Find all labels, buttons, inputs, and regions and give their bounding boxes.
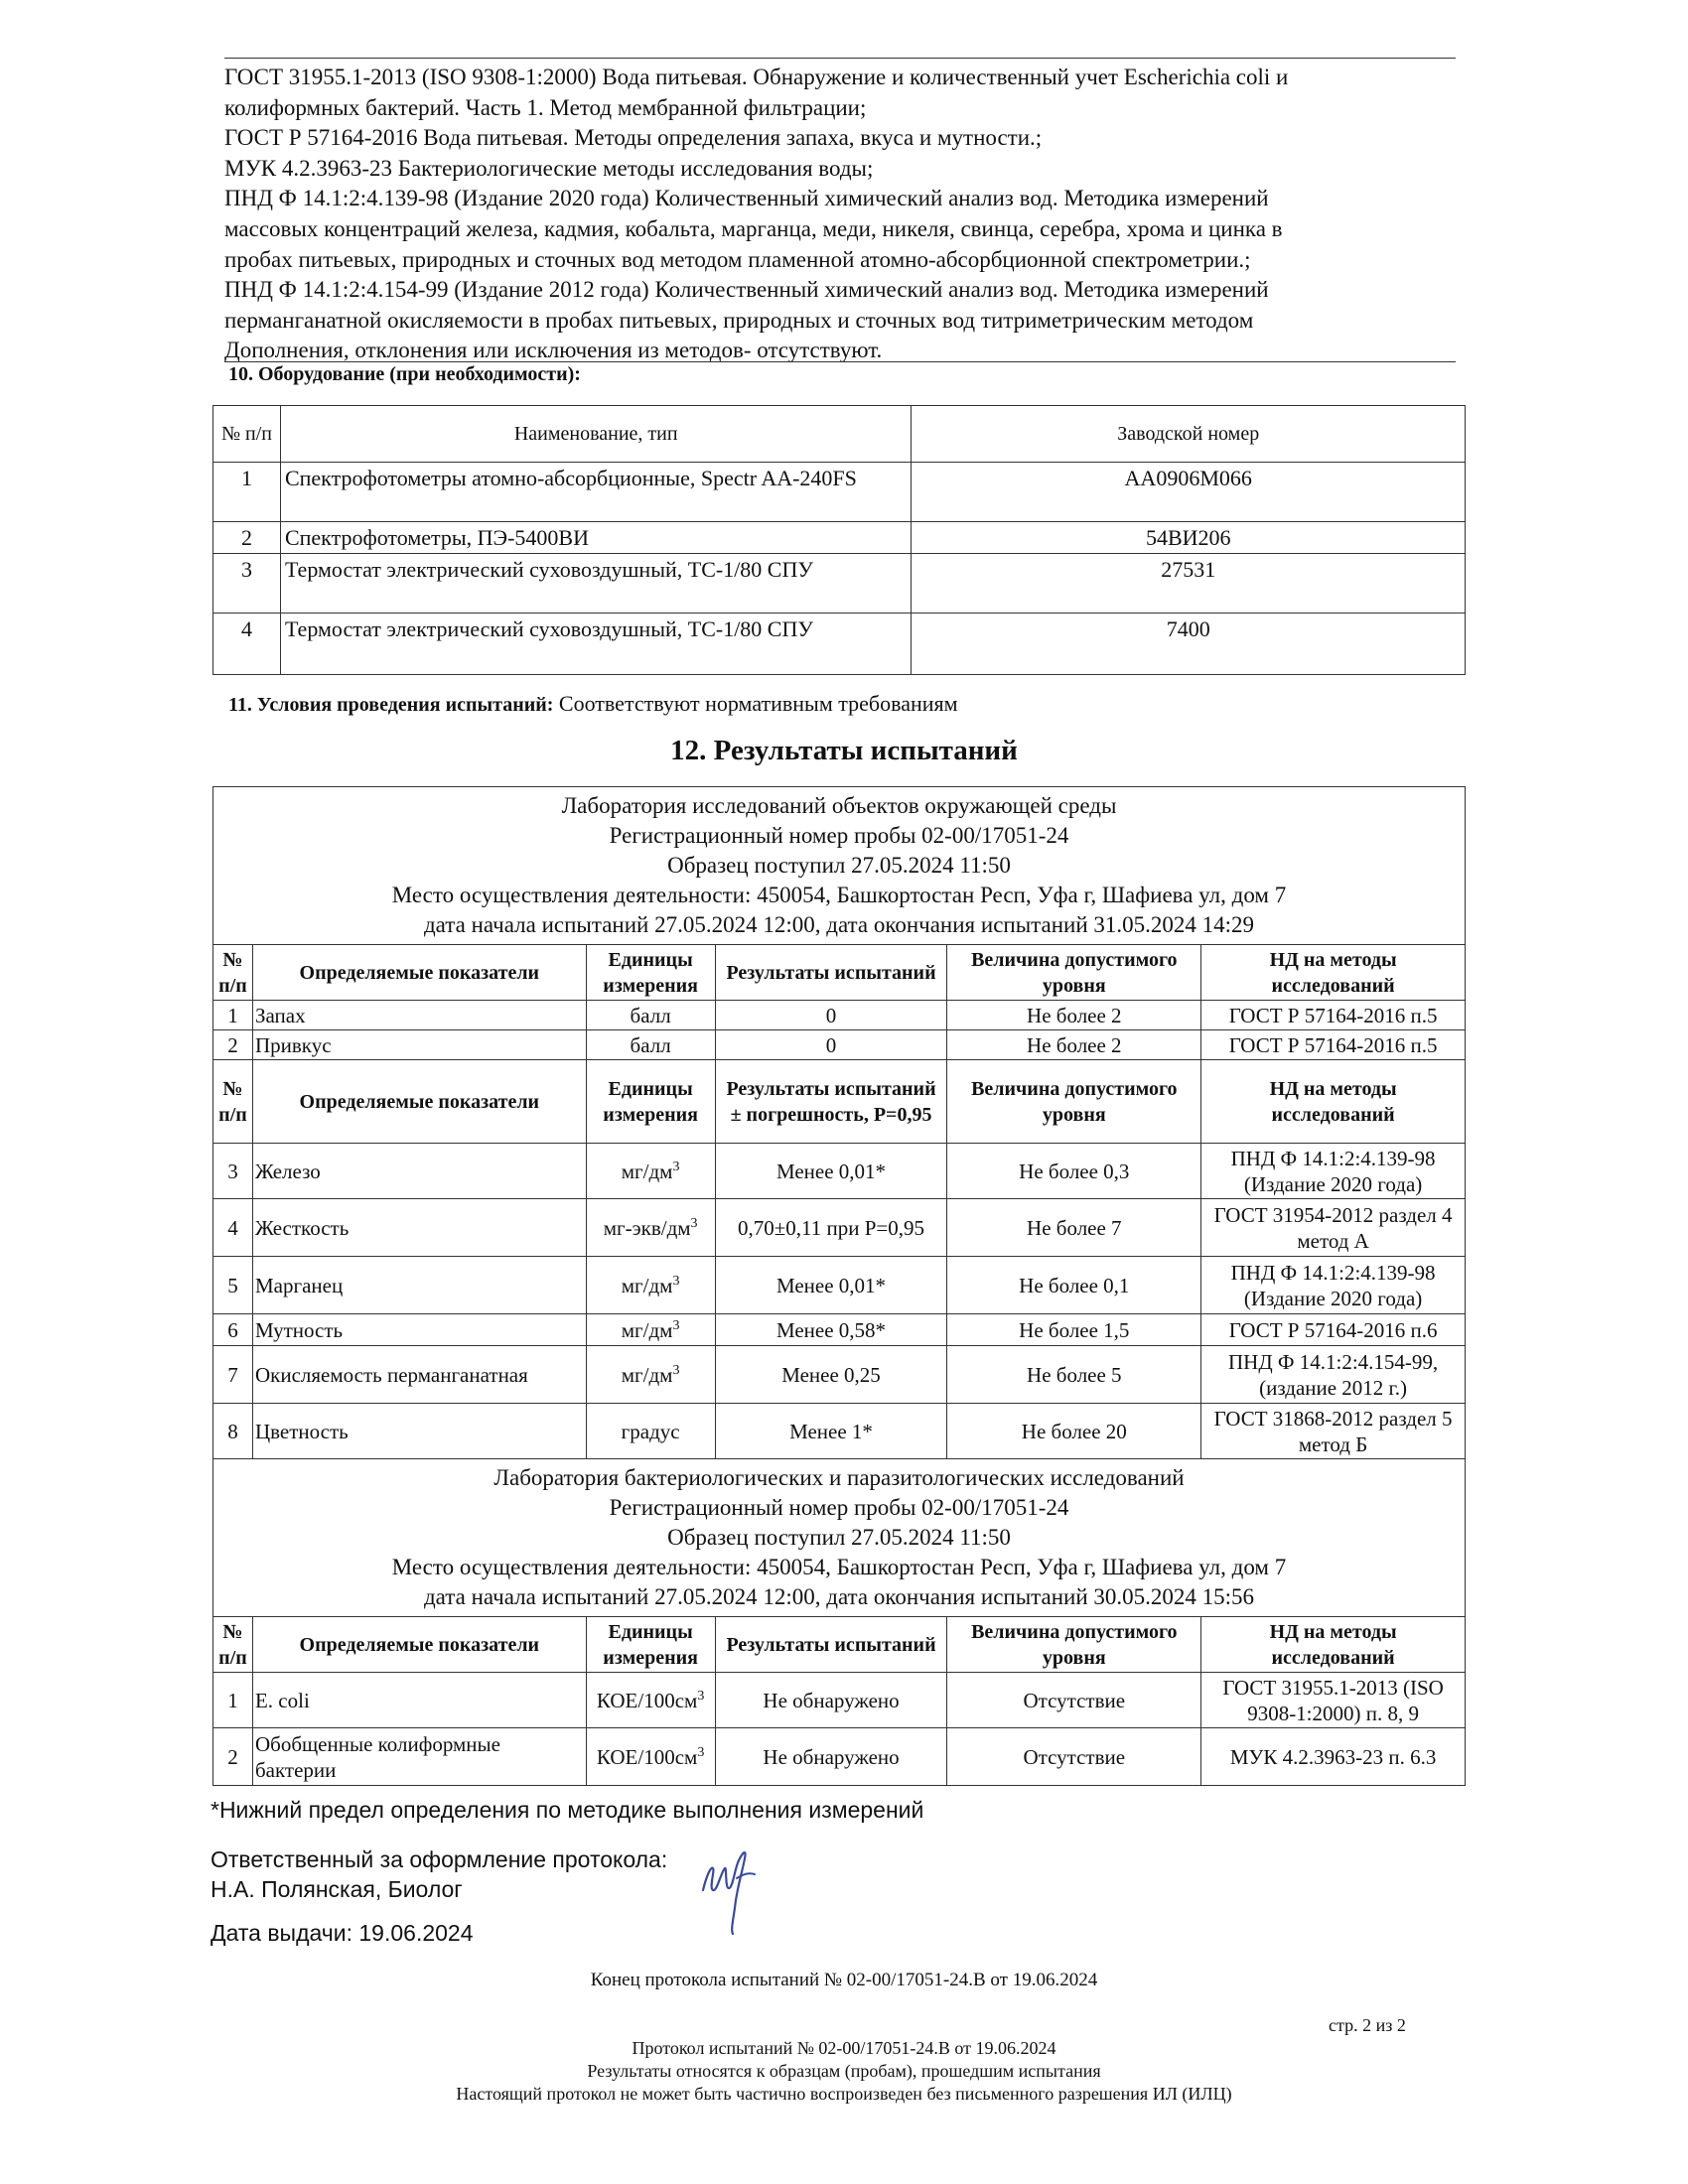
lab1-info xyxy=(213,787,1466,945)
row-param: Окисляемость перманганатная xyxy=(252,1346,586,1404)
methods-line: Дополнения, отклонения или исключения из методов- отсутствуют. xyxy=(224,338,883,363)
equipment-table xyxy=(212,405,1466,675)
row-limit: Не более 5 xyxy=(947,1346,1201,1404)
lab2-location: Место осуществления деятельности: 450054, Башкортостан Респ, Уфа г, Шафиева ул, дом 7 xyxy=(391,1555,1287,1579)
table-header-row xyxy=(213,1060,1466,1144)
equipment-serial: 27531 xyxy=(912,554,1466,614)
table-header-row xyxy=(213,406,1466,463)
equipment-serial: 7400 xyxy=(912,614,1466,675)
row-limit: Не более 2 xyxy=(947,1001,1201,1030)
row-num: 1 xyxy=(213,1673,253,1728)
row-num: 2 xyxy=(213,1728,253,1786)
units-text: КОЕ/100см xyxy=(596,1688,698,1712)
row-method: ГОСТ Р 57164-2016 п.5 xyxy=(1201,1001,1466,1030)
col-num-header: № п/п xyxy=(213,1060,253,1144)
methods-line: пробах питьевых, природных и сточных вод методом пламенной атомно-абсорбционной спектрометрии.; xyxy=(224,246,1251,272)
units-superscript: 3 xyxy=(672,1317,680,1333)
units-text: мг/дм xyxy=(621,1317,673,1342)
units-text: мг/дм xyxy=(621,1273,673,1297)
col-result-header: Результаты испытаний ± погрешность, Р=0,95 xyxy=(715,1060,947,1144)
row-num: 5 xyxy=(213,1257,253,1314)
row-units: балл xyxy=(586,1001,715,1030)
col-param-header: Определяемые показатели xyxy=(252,945,586,1001)
row-method: МУК 4.2.3963-23 п. 6.3 xyxy=(1201,1728,1466,1786)
row-result: Менее 0,01* xyxy=(715,1144,947,1199)
row-result: Не обнаружено xyxy=(715,1673,947,1728)
row-units xyxy=(586,1728,715,1786)
units-text: градус xyxy=(621,1419,680,1443)
methods-line: ПНД Ф 14.1:2:4.154-99 (Издание 2012 года) Количественный химический анализ вод. Методика измерений xyxy=(224,277,1269,303)
table-row xyxy=(213,614,1466,675)
col-method-header: НД на методы исследований xyxy=(1201,1617,1466,1673)
row-limit: Не более 2 xyxy=(947,1030,1201,1060)
col-num-header: № п/п xyxy=(213,406,281,463)
table-row xyxy=(213,1001,1466,1030)
lab1-received: Образец поступил 27.05.2024 11:50 xyxy=(667,853,1011,878)
equipment-num: 3 xyxy=(213,554,281,614)
equipment-num: 4 xyxy=(213,614,281,675)
row-param: Железо xyxy=(252,1144,586,1199)
col-method-header: НД на методы исследований xyxy=(1201,945,1466,1001)
row-result: Менее 0,25 xyxy=(715,1346,947,1404)
footnote: *Нижний предел определения по методике выполнения измерений xyxy=(211,1797,924,1823)
row-result: Менее 1* xyxy=(715,1404,947,1459)
units-superscript: 3 xyxy=(672,1159,680,1174)
section10-title: 10. Оборудование (при необходимости): xyxy=(228,363,581,385)
col-units-header: Единицы измерения xyxy=(586,1617,715,1673)
methods-line: ГОСТ Р 57164-2016 Вода питьевая. Методы определения запаха, вкуса и мутности.; xyxy=(224,125,1043,151)
row-method: ПНД Ф 14.1:2:4.139-98 (Издание 2020 года) xyxy=(1201,1144,1466,1199)
table-row xyxy=(213,1314,1466,1346)
lab1-dates: дата начала испытаний 27.05.2024 12:00, дата окончания испытаний 31.05.2024 14:29 xyxy=(423,912,1255,937)
units-superscript: 3 xyxy=(690,1215,698,1231)
equipment-name: Спектрофотометры атомно-абсорбционные, Spectr AA-240FS xyxy=(280,463,912,522)
lab2-info-row xyxy=(213,1459,1466,1617)
units-superscript: 3 xyxy=(697,1744,705,1760)
equipment-name: Термостат электрический суховоздушный, ТС-1/80 СПУ xyxy=(280,614,912,675)
col-units-header: Единицы измерения xyxy=(586,945,715,1001)
row-num: 3 xyxy=(213,1144,253,1199)
equipment-num: 2 xyxy=(213,522,281,554)
row-limit: Не более 0,1 xyxy=(947,1257,1201,1314)
row-units xyxy=(586,1404,715,1459)
units-superscript: 3 xyxy=(697,1688,705,1704)
lab2-info xyxy=(213,1459,1466,1617)
table-row xyxy=(213,522,1466,554)
row-method: ГОСТ 31868-2012 раздел 5 метод Б xyxy=(1201,1404,1466,1459)
table-row xyxy=(213,1346,1466,1404)
col-limit-header: Величина допустимого уровня xyxy=(947,1617,1201,1673)
lab2-received: Образец поступил 27.05.2024 11:50 xyxy=(667,1525,1011,1550)
col-limit-header: Величина допустимого уровня xyxy=(947,1060,1201,1144)
row-units xyxy=(586,1673,715,1728)
row-limit: Отсутствие xyxy=(947,1673,1201,1728)
col-result-header: Результаты испытаний xyxy=(715,1617,947,1673)
units-text: мг/дм xyxy=(621,1362,673,1387)
units-text: мг/дм xyxy=(621,1159,673,1183)
responsible-label: Ответственный за оформление протокола: xyxy=(211,1846,668,1872)
row-param: Привкус xyxy=(252,1030,586,1060)
row-result: 0,70±0,11 при Р=0,95 xyxy=(715,1199,947,1257)
row-method: ГОСТ 31954-2012 раздел 4 метод А xyxy=(1201,1199,1466,1257)
section11 xyxy=(228,691,958,717)
section12-title: 12. Результаты испытаний xyxy=(670,735,1018,766)
lab2-dates: дата начала испытаний 27.05.2024 12:00, дата окончания испытаний 30.05.2024 15:56 xyxy=(423,1584,1255,1609)
equipment-serial: АА0906М066 xyxy=(912,463,1466,522)
row-limit: Не более 1,5 xyxy=(947,1314,1201,1346)
section11-label: 11. Условия проведения испытаний: xyxy=(228,694,554,716)
lab1-info-row xyxy=(213,787,1466,945)
col-name-header: Наименование, тип xyxy=(280,406,912,463)
equipment-num: 1 xyxy=(213,463,281,522)
row-method: ГОСТ 31955.1-2013 (ISO 9308-1:2000) п. 8, 9 xyxy=(1201,1673,1466,1728)
row-limit: Не более 7 xyxy=(947,1199,1201,1257)
row-units xyxy=(586,1199,715,1257)
row-units: балл xyxy=(586,1030,715,1060)
table-header-row xyxy=(213,945,1466,1001)
row-method: ГОСТ Р 57164-2016 п.5 xyxy=(1201,1030,1466,1060)
signature-icon xyxy=(697,1839,767,1938)
units-text: мг-экв/дм xyxy=(603,1215,691,1240)
table-row xyxy=(213,554,1466,614)
col-num-header: № п/п xyxy=(213,945,253,1001)
row-units xyxy=(586,1314,715,1346)
row-units xyxy=(586,1257,715,1314)
table-row xyxy=(213,1144,1466,1199)
col-units-header: Единицы измерения xyxy=(586,1060,715,1144)
row-num: 6 xyxy=(213,1314,253,1346)
row-param: Обобщенные колиформные бактерии xyxy=(252,1728,586,1786)
row-result: Не обнаружено xyxy=(715,1728,947,1786)
page-footer xyxy=(0,2037,1688,2106)
col-limit-header: Величина допустимого уровня xyxy=(947,945,1201,1001)
row-limit: Не более 20 xyxy=(947,1404,1201,1459)
row-num: 4 xyxy=(213,1199,253,1257)
units-superscript: 3 xyxy=(672,1362,680,1378)
section11-value: Соответствуют нормативным требованиям xyxy=(558,691,958,716)
lab1-name: Лаборатория исследований объектов окружающей среды xyxy=(561,793,1117,818)
row-param: Запах xyxy=(252,1001,586,1030)
lab1-reg-number: Регистрационный номер пробы 02-00/17051-24 xyxy=(609,823,1069,848)
row-param: Марганец xyxy=(252,1257,586,1314)
equipment-name: Спектрофотометры, ПЭ-5400ВИ xyxy=(280,522,912,554)
col-num-header: № п/п xyxy=(213,1617,253,1673)
row-param: Мутность xyxy=(252,1314,586,1346)
col-param-header: Определяемые показатели xyxy=(252,1617,586,1673)
row-num: 1 xyxy=(213,1001,253,1030)
protocol-end-line: Конец протокола испытаний № 02-00/17051-24.В от 19.06.2024 xyxy=(590,1970,1098,1990)
lab2-reg-number: Регистрационный номер пробы 02-00/17051-24 xyxy=(609,1495,1069,1520)
equipment-serial: 54ВИ206 xyxy=(912,522,1466,554)
footer-line: Настоящий протокол не может быть частично воспроизведен без письменного разрешения ИЛ (ИЛЦ) xyxy=(456,2084,1232,2104)
methods-line: ПНД Ф 14.1:2:4.139-98 (Издание 2020 года) Количественный химический анализ вод. Методика измерений xyxy=(224,186,1269,211)
table-row xyxy=(213,463,1466,522)
table-row xyxy=(213,1404,1466,1459)
table-row xyxy=(213,1257,1466,1314)
table-header-row xyxy=(213,1617,1466,1673)
row-limit: Не более 0,3 xyxy=(947,1144,1201,1199)
methods-line: МУК 4.2.3963-23 Бактериологические методы исследования воды; xyxy=(224,155,874,181)
lab1-location: Место осуществления деятельности: 450054, Башкортостан Респ, Уфа г, Шафиева ул, дом 7 xyxy=(391,883,1287,907)
row-num: 8 xyxy=(213,1404,253,1459)
col-serial-header: Заводской номер xyxy=(912,406,1466,463)
col-result-header: Результаты испытаний xyxy=(715,945,947,1001)
row-units xyxy=(586,1144,715,1199)
issue-date: Дата выдачи: 19.06.2024 xyxy=(211,1920,474,1946)
responsible-block xyxy=(211,1844,667,1904)
methods-line: ГОСТ 31955.1-2013 (ISO 9308-1:2000) Вода питьевая. Обнаружение и количественный учет Escherichia coli и xyxy=(224,65,1289,89)
equipment-name: Термостат электрический суховоздушный, ТС-1/80 СПУ xyxy=(280,554,912,614)
results-table xyxy=(212,786,1466,1786)
table-row xyxy=(213,1199,1466,1257)
methods-line: перманганатной окисляемости в пробах питьевых, природных и сточных вод титриметрическим методом xyxy=(224,307,1254,333)
row-param: Цветность xyxy=(252,1404,586,1459)
row-method: ПНД Ф 14.1:2:4.139-98 (Издание 2020 года) xyxy=(1201,1257,1466,1314)
methods-line: массовых концентраций железа, кадмия, кобальта, марганца, меди, никеля, свинца, серебра, хрома и цинка в xyxy=(224,215,1283,241)
row-param: Жесткость xyxy=(252,1199,586,1257)
page-number: стр. 2 из 2 xyxy=(1329,2015,1406,2035)
row-units xyxy=(586,1346,715,1404)
units-text: КОЕ/100см xyxy=(596,1744,698,1769)
row-param: E. coli xyxy=(252,1673,586,1728)
units-superscript: 3 xyxy=(672,1273,680,1289)
row-method: ГОСТ Р 57164-2016 п.6 xyxy=(1201,1314,1466,1346)
responsible-person: Н.А. Полянская, Биолог xyxy=(211,1876,463,1902)
row-num: 7 xyxy=(213,1346,253,1404)
row-result: 0 xyxy=(715,1001,947,1030)
lab2-name: Лаборатория бактериологических и паразитологических исследований xyxy=(493,1465,1185,1490)
methods-list xyxy=(224,58,1456,366)
row-result: Менее 0,01* xyxy=(715,1257,947,1314)
col-method-header: НД на методы исследований xyxy=(1201,1060,1466,1144)
row-method: ПНД Ф 14.1:2:4.154-99, (издание 2012 г.) xyxy=(1201,1346,1466,1404)
row-limit: Отсутствие xyxy=(947,1728,1201,1786)
row-num: 2 xyxy=(213,1030,253,1060)
section-divider xyxy=(224,361,1456,362)
methods-line: колиформных бактерий. Часть 1. Метод мембранной фильтрации; xyxy=(224,94,867,120)
row-result: Менее 0,58* xyxy=(715,1314,947,1346)
col-param-header: Определяемые показатели xyxy=(252,1060,586,1144)
table-row xyxy=(213,1673,1466,1728)
table-row xyxy=(213,1030,1466,1060)
row-result: 0 xyxy=(715,1030,947,1060)
footer-line: Результаты относятся к образцам (пробам), прошедшим испытания xyxy=(587,2061,1101,2081)
table-row xyxy=(213,1728,1466,1786)
footer-line: Протокол испытаний № 02-00/17051-24.В от 19.06.2024 xyxy=(632,2038,1056,2058)
